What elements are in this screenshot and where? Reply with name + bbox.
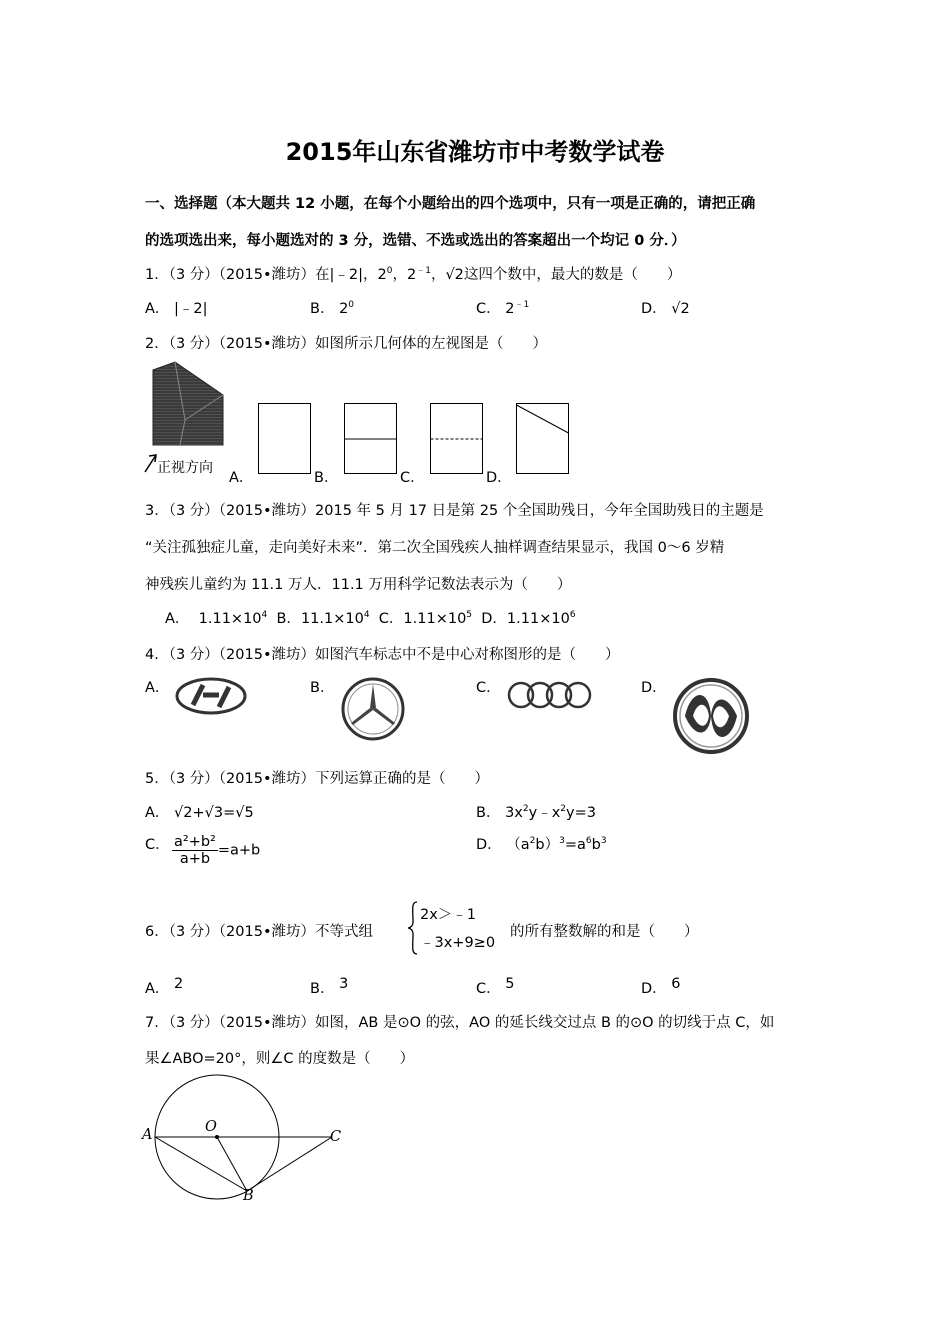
q5-option-c[interactable]: $\frac{\text{a²+b²}}{a+b}$ =a+b <box>174 834 261 867</box>
sqrt-symbol: √2 <box>445 267 464 283</box>
point-label-o: O <box>205 1119 217 1135</box>
hyundai-logo-icon[interactable] <box>175 675 247 717</box>
q3-line3: 神残疾儿童约为 11.1 万人．11.1 万用科学记数法表示为（ ） <box>145 577 572 593</box>
q6-inequality-1: 2x＞﹣1 <box>420 907 477 923</box>
q6-option-b[interactable]: B． 3 <box>310 976 349 997</box>
q4-option-c-label[interactable]: C． <box>476 680 501 696</box>
q1-option-c[interactable]: C． $2^{﹣1}$ <box>476 300 530 317</box>
q2-option-b-figure[interactable] <box>344 403 398 475</box>
q4-option-d-label[interactable]: D． <box>641 680 667 696</box>
page-title: 2015年山东省潍坊市中考数学试卷 <box>285 138 665 166</box>
point-label-c: C <box>330 1129 342 1145</box>
audi-logo-icon[interactable] <box>506 680 592 710</box>
q2-option-d-label[interactable]: D． <box>486 470 512 486</box>
point-label-b: B <box>243 1188 254 1204</box>
q3-line2: “关注孤独症儿童，走向美好未来”．第二次全国残疾人抽样调查结果显示，我国 0～6 岁精 <box>145 540 725 556</box>
q7-line2: 果∠ABO=20°，则∠C 的度数是（ ） <box>145 1051 415 1067</box>
q1-option-d[interactable]: D． √2 <box>641 301 690 317</box>
section-header-line1: 一、选择题（本大题共 12 小题，在每个小题给出的四个选项中，只有一项是正确的，请把正确 <box>145 196 756 212</box>
q5-stem: 5．（3 分）（2015•潍坊）下列运算正确的是（ ） <box>145 771 490 787</box>
q6-option-c[interactable]: C． 5 <box>476 976 515 997</box>
q2-option-b-label[interactable]: B． <box>314 470 339 486</box>
q2-option-d-figure[interactable] <box>516 403 570 475</box>
view-direction-caption: 正视方向 <box>157 460 213 476</box>
q5-option-b[interactable]: B． $3x^2y﹣x^2y=3$ <box>476 804 596 821</box>
brace-icon <box>407 900 419 956</box>
q6-stem-pre: 6．（3 分）（2015•潍坊）不等式组 <box>145 924 374 940</box>
dongfeng-logo-icon[interactable] <box>671 677 751 755</box>
q2-option-a-label[interactable]: A． <box>229 470 254 486</box>
q3-option-d[interactable]: D．$1.11\times 10^6$ <box>481 610 576 627</box>
q1-option-a[interactable]: A． |﹣2| <box>145 301 208 317</box>
q3-option-b[interactable]: B．$11.1\times 10^4$ <box>276 610 370 627</box>
q2-option-a-figure[interactable] <box>258 403 312 475</box>
q2-solid-figure <box>145 360 230 450</box>
q6-option-d[interactable]: D． 6 <box>641 976 681 997</box>
q1-option-b[interactable]: B． $2^0$ <box>310 300 355 317</box>
q5-option-a[interactable]: A． √2+√3=√5 <box>145 805 254 821</box>
q6-inequality-2: ﹣3x+9≥0 <box>420 935 496 951</box>
q2-option-c-label[interactable]: C． <box>400 470 425 486</box>
q3-options <box>165 607 576 628</box>
q3-option-a[interactable]: A． $1.11\times 10^4$ <box>165 610 268 627</box>
q3-line1: 3．（3 分）（2015•潍坊）2015 年 5 月 17 日是第 25 个全国助残日，今年全国助残日的主题是 <box>145 503 764 519</box>
q7-line1: 7．（3 分）（2015•潍坊）如图，AB 是⊙O 的弦，AO 的延长线交过点 B 的⊙O 的切线于点 C，如 <box>145 1015 775 1031</box>
q3-option-c[interactable]: C．$1.11\times 10^5$ <box>378 610 473 627</box>
q2-option-c-figure[interactable] <box>430 403 484 475</box>
section-header-line2: 的选项选出来，每小题选对的 3 分，选错、不选或选出的答案超出一个均记 0 分．） <box>145 233 686 249</box>
point-label-a: A <box>142 1127 153 1143</box>
q4-option-b-label[interactable]: B． <box>310 680 335 696</box>
q6-stem-post: 的所有整数解的和是（ ） <box>510 924 699 940</box>
q4-stem: 4．（3 分）（2015•潍坊）如图汽车标志中不是中心对称图形的是（ ） <box>145 647 620 663</box>
q5-option-c-label[interactable]: C． <box>145 837 170 853</box>
q5-option-d[interactable]: D． $(a^2b)^3=a^6b^3$ <box>476 836 607 853</box>
mercedes-logo-icon[interactable] <box>340 676 406 742</box>
q2-stem: 2．（3 分）（2015•潍坊）如图所示几何体的左视图是（ ） <box>145 336 548 352</box>
q1-stem: 1．（3 分）（2015•潍坊）在|﹣2|，$2^0$，$2^{﹣1}$，√2这四个数中，最大的数是（ ） <box>145 266 682 283</box>
q6-option-a[interactable]: A． 2 <box>145 976 184 997</box>
q4-option-a-label[interactable]: A． <box>145 680 170 696</box>
